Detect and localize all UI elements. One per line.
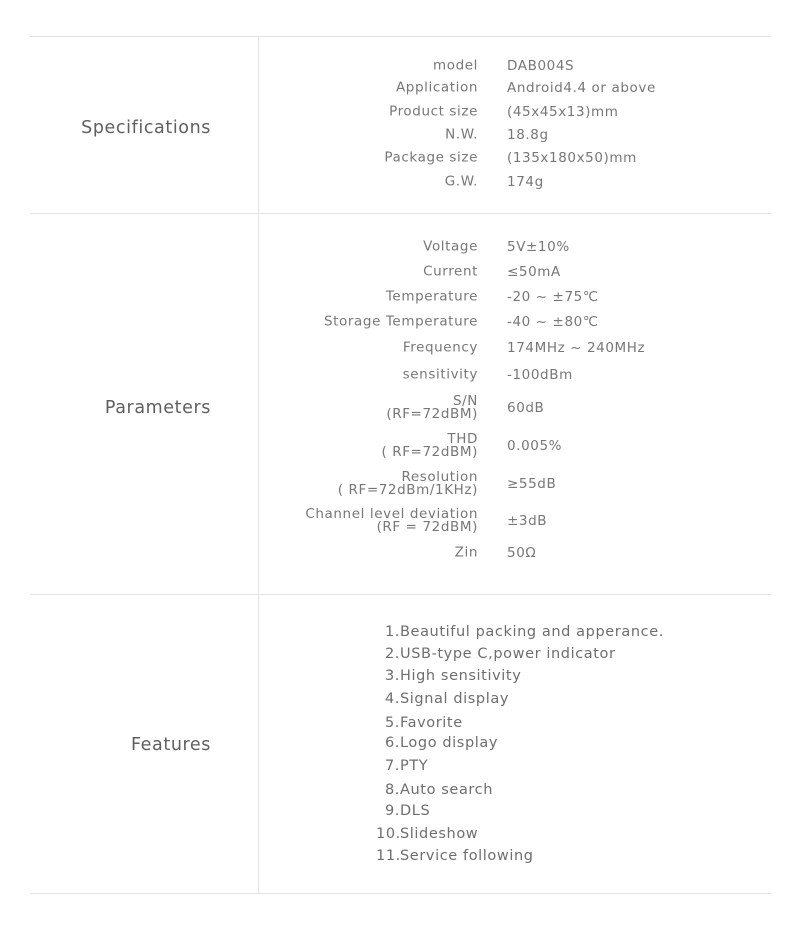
- param-value: 50Ω: [507, 545, 537, 561]
- feature-item: 5.Favorite: [384, 715, 463, 731]
- feature-item: 11.Service following: [376, 848, 534, 864]
- spec-value: 174g: [507, 174, 544, 190]
- param-value: -20 ~ ±75℃: [507, 289, 599, 305]
- feature-item: 6.Logo display: [384, 735, 499, 751]
- feature-item: 1.Beautiful packing and apperance.: [384, 624, 664, 640]
- spec-value: (135x180x50)mm: [507, 150, 637, 166]
- spec-label: N.W.: [445, 126, 478, 143]
- param-value: -40 ~ ±80℃: [507, 314, 599, 330]
- param-label: Resolution ( RF=72dBm/1KHz): [337, 469, 478, 498]
- spec-label: Application: [395, 79, 478, 96]
- section-title-parameters: Parameters: [104, 398, 211, 418]
- spec-value: DAB004S: [507, 58, 575, 74]
- param-value: 5V±10%: [507, 239, 570, 255]
- param-value: -100dBm: [507, 367, 573, 383]
- param-label: Channel level deviation (RF = 72dBM): [305, 506, 478, 535]
- spec-value: 18.8g: [507, 127, 549, 143]
- feature-item: 9.DLS: [384, 803, 431, 819]
- param-label: S/N (RF=72dBM): [386, 393, 478, 422]
- spec-label: Package size: [384, 149, 478, 166]
- feature-item: 2.USB-type C,power indicator: [384, 646, 616, 662]
- section-divider: [30, 213, 771, 214]
- spec-label: model: [432, 57, 478, 74]
- param-value: ±3dB: [507, 513, 548, 529]
- feature-item: 4.Signal display: [384, 691, 510, 707]
- param-value: 60dB: [507, 400, 545, 416]
- section-divider: [30, 594, 771, 595]
- feature-item: 8.Auto search: [384, 782, 494, 798]
- param-label: Frequency: [402, 339, 478, 356]
- param-label: Storage Temperature: [323, 313, 478, 330]
- param-label: Zin: [454, 544, 478, 561]
- spec-label: Product size: [389, 103, 478, 120]
- column-divider: [258, 36, 259, 893]
- param-value: 174MHz ~ 240MHz: [507, 340, 646, 356]
- param-value: ≥55dB: [507, 476, 557, 492]
- param-label: THD ( RF=72dBM): [381, 431, 478, 460]
- table-bottom-border: [30, 893, 771, 894]
- param-value: ≤50mA: [507, 264, 561, 280]
- section-title-features: Features: [130, 735, 211, 755]
- param-label: Current: [423, 263, 478, 280]
- feature-item: 7.PTY: [384, 758, 429, 774]
- param-value: 0.005%: [507, 438, 563, 454]
- spec-value: (45x45x13)mm: [507, 104, 619, 120]
- feature-item: 10.Slideshow: [376, 826, 479, 842]
- spec-value: Android4.4 or above: [507, 80, 656, 96]
- table-top-border: [30, 36, 771, 37]
- section-title-specifications: Specifications: [81, 118, 211, 138]
- param-label: Temperature: [385, 288, 478, 305]
- spec-label: G.W.: [444, 173, 478, 190]
- feature-item: 3.High sensitivity: [384, 668, 522, 684]
- param-label: sensitivity: [402, 366, 478, 383]
- param-label: Voltage: [423, 238, 478, 255]
